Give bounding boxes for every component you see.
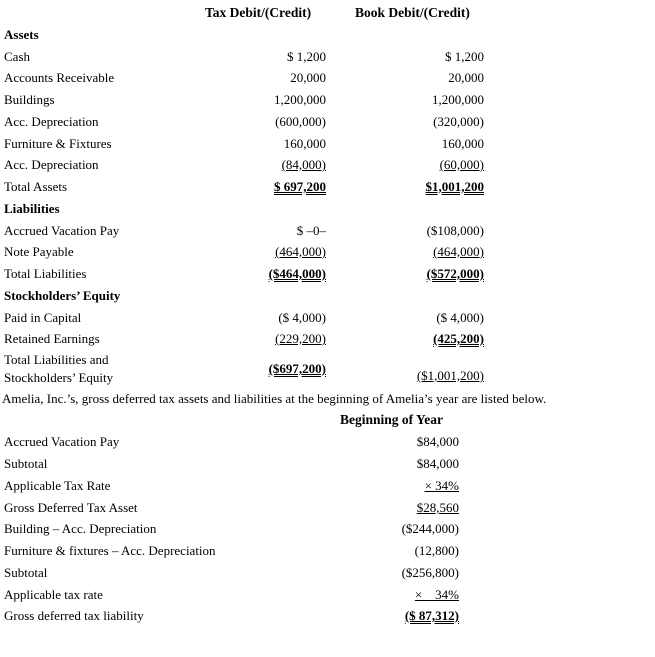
row-label: Applicable Tax Rate: [4, 478, 111, 493]
tax-value: $ 1,200: [287, 49, 326, 64]
tax-value: ($ 4,000): [278, 310, 326, 325]
table-row: [0, 114, 655, 136]
row-value: $28,560: [416, 500, 459, 515]
row-value: × 34%: [424, 478, 459, 493]
table-row: [0, 310, 655, 332]
book-value: (320,000): [433, 114, 484, 129]
list-item: [0, 543, 655, 565]
row-label: Subtotal: [4, 565, 48, 580]
row-value: × 34%: [414, 587, 459, 602]
list-item: [0, 587, 655, 609]
book-value: $ 1,200: [445, 49, 484, 64]
tax-value: (464,000): [275, 244, 326, 259]
beginning-of-year-header: Beginning of Year: [340, 412, 444, 427]
row-label: Building – Acc. Depreciation: [4, 521, 157, 536]
tax-value: 160,000: [283, 136, 326, 151]
table-row: [0, 92, 655, 114]
book-value: (60,000): [439, 157, 484, 172]
row-label: Applicable tax rate: [4, 587, 103, 602]
tax-total: ($697,200): [268, 361, 326, 376]
book-total: ($1,001,200): [416, 368, 484, 383]
equity-heading: Stockholders’ Equity: [4, 288, 121, 303]
book-value: ($ 4,000): [436, 310, 484, 325]
row-value: ($ 87,312): [404, 608, 459, 623]
tax-column-header: Tax Debit/(Credit): [205, 5, 312, 20]
table-row: [0, 266, 655, 288]
table-row: [0, 351, 655, 387]
book-value: ($108,000): [426, 223, 484, 238]
row-value: (12,800): [414, 543, 459, 558]
row-value: $84,000: [416, 456, 459, 471]
book-total: ($572,000): [426, 266, 484, 281]
table-row: [0, 136, 655, 158]
list-item: [0, 608, 655, 630]
row-label: Gross deferred tax liability: [4, 608, 144, 623]
liabilities-heading-row: [0, 201, 655, 223]
table-row: [0, 244, 655, 266]
row-value: $84,000: [416, 434, 459, 449]
row-label: Furniture & fixtures – Acc. Depreciation: [4, 543, 216, 558]
row-label: Retained Earnings: [4, 331, 100, 346]
book-value: 20,000: [448, 70, 484, 85]
book-value: 1,200,000: [432, 92, 484, 107]
row-value: ($256,800): [401, 565, 459, 580]
liabilities-heading: Liabilities: [4, 201, 60, 216]
table-row: [0, 331, 655, 353]
equity-heading-row: [0, 288, 655, 310]
row-label: Cash: [4, 49, 30, 64]
tax-value: 1,200,000: [274, 92, 326, 107]
book-value: 160,000: [441, 136, 484, 151]
row-label: Acc. Depreciation: [4, 157, 99, 172]
tax-value: (84,000): [281, 157, 326, 172]
row-label-line2: Stockholders’ Equity: [4, 370, 114, 385]
tax-value: 20,000: [290, 70, 326, 85]
tax-total: $ 697,200: [274, 179, 326, 194]
row-label: Buildings: [4, 92, 55, 107]
row-label: Gross Deferred Tax Asset: [4, 500, 138, 515]
row-value: ($244,000): [401, 521, 459, 536]
book-total: $1,001,200: [425, 179, 484, 194]
book-column-header: Book Debit/(Credit): [355, 5, 470, 20]
assets-heading: Assets: [4, 27, 39, 42]
tax-value: $ –0–: [296, 223, 326, 238]
list-item: [0, 500, 655, 522]
row-label-line1: Total Liabilities and: [4, 352, 109, 367]
table-row: [0, 49, 655, 71]
row-label: Accounts Receivable: [4, 70, 115, 85]
row-label: Accrued Vacation Pay: [4, 223, 120, 238]
row-label: Note Payable: [4, 244, 74, 259]
row-label: Accrued Vacation Pay: [4, 434, 120, 449]
intro-paragraph: Amelia, Inc.’s, gross deferred tax assets and liabilities at the beginning of Amelia’s year are listed below.: [2, 391, 547, 406]
table-row: [0, 179, 655, 201]
book-value: (464,000): [433, 244, 484, 259]
list-item: [0, 565, 655, 587]
list-item: [0, 478, 655, 500]
table-row: [0, 157, 655, 179]
table-row: [0, 70, 655, 92]
list-item: [0, 434, 655, 456]
tax-value: (229,200): [275, 331, 326, 346]
book-value: (425,200): [433, 331, 484, 346]
row-label: Total Assets: [4, 179, 68, 194]
row-label: Furniture & Fixtures: [4, 136, 112, 151]
tax-total: ($464,000): [268, 266, 326, 281]
row-label: Acc. Depreciation: [4, 114, 99, 129]
row-label: Total Liabilities: [4, 266, 87, 281]
list-item: [0, 521, 655, 543]
table-row: [0, 223, 655, 245]
assets-heading-row: [0, 27, 655, 49]
list-item: [0, 456, 655, 478]
tax-value: (600,000): [275, 114, 326, 129]
row-label: Paid in Capital: [4, 310, 82, 325]
row-label: Subtotal: [4, 456, 48, 471]
